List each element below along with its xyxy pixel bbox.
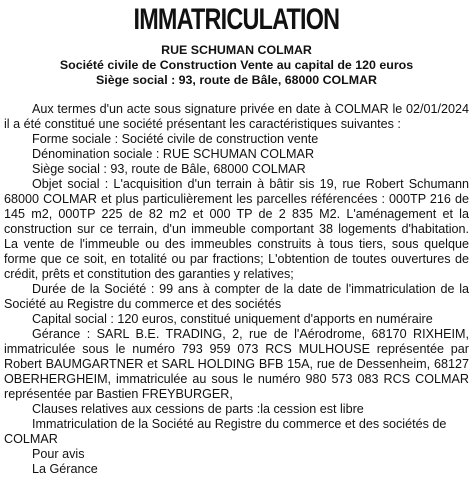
share-capital-paragraph: Capital social : 120 euros, constitué uniquement d'apports en numéraire xyxy=(32,312,433,326)
corporate-name-paragraph: Dénomination sociale : RUE SCHUMAN COLMAR xyxy=(32,147,315,161)
intro-paragraph: Aux termes d'un acte sous signature privée en date à COLMAR le 02/01/2024 il a été constitué une société présentant les caractéristiques suivantes : xyxy=(4,102,469,131)
management-paragraph: Gérance : SARL B.E. TRADING, 2, rue de l'Aérodrome, 68170 RIXHEIM, immatriculée sous le numéro 793 959 073 RCS MULHOUSE représentée par Robert BAUMGARTNER et SARL HOLDING BFB 15A, rue de Dessenheim, 68127 OBERHERGHEIM, immatriculée au sous le numéro 980 573 083 RCS COLMAR représentée par Bastien FREYBURGER, xyxy=(4,327,469,401)
duration-paragraph: Durée de la Société : 99 ans à compter de la date de l'immatriculation de la Société au Registre du commerce et des sociétés xyxy=(4,282,469,311)
head-office-paragraph: Siège social : 93, route de Bâle, 68000 COLMAR xyxy=(32,162,306,176)
for-notice-line: Pour avis xyxy=(32,447,85,461)
notice-body xyxy=(4,102,469,477)
company-head-office: Siège social : 93, route de Bâle, 68000 COLMAR xyxy=(96,73,377,87)
signature-line: La Gérance xyxy=(32,462,98,476)
legal-form-paragraph: Forme sociale : Société civile de construction vente xyxy=(32,132,319,146)
company-name: RUE SCHUMAN COLMAR xyxy=(161,43,312,57)
share-transfer-paragraph: Clauses relatives aux cessions de parts :la cession est libre xyxy=(32,402,364,416)
corporate-purpose-paragraph: Objet social : L'acquisition d'un terrain à bâtir sis 19, rue Robert Schumann 68000 COLMAR et plus particulièrement les parcelles référencées : 000TP 216 de 145 m2, 000TP 225 de 82 m2 et 000 TP de 2 835 M2. L'aménagement et la construction sur ce terrain, d'un immeuble comportant 38 logements d'habitation. La vente de l'immeuble ou des immeubles construits à tous tiers, sous quelque forme que ce soit, en totalité ou par fractions; L'obtention de toutes ouvertures de crédit, prêts et constitution des garanties y relatives; xyxy=(4,177,469,281)
notice-title: IMMATRICULATION xyxy=(133,3,340,36)
registration-paragraph: Immatriculation de la Société au Registre du commerce et des sociétés de COLMAR xyxy=(4,417,447,446)
company-form-capital: Société civile de Construction Vente au capital de 120 euros xyxy=(59,58,414,72)
